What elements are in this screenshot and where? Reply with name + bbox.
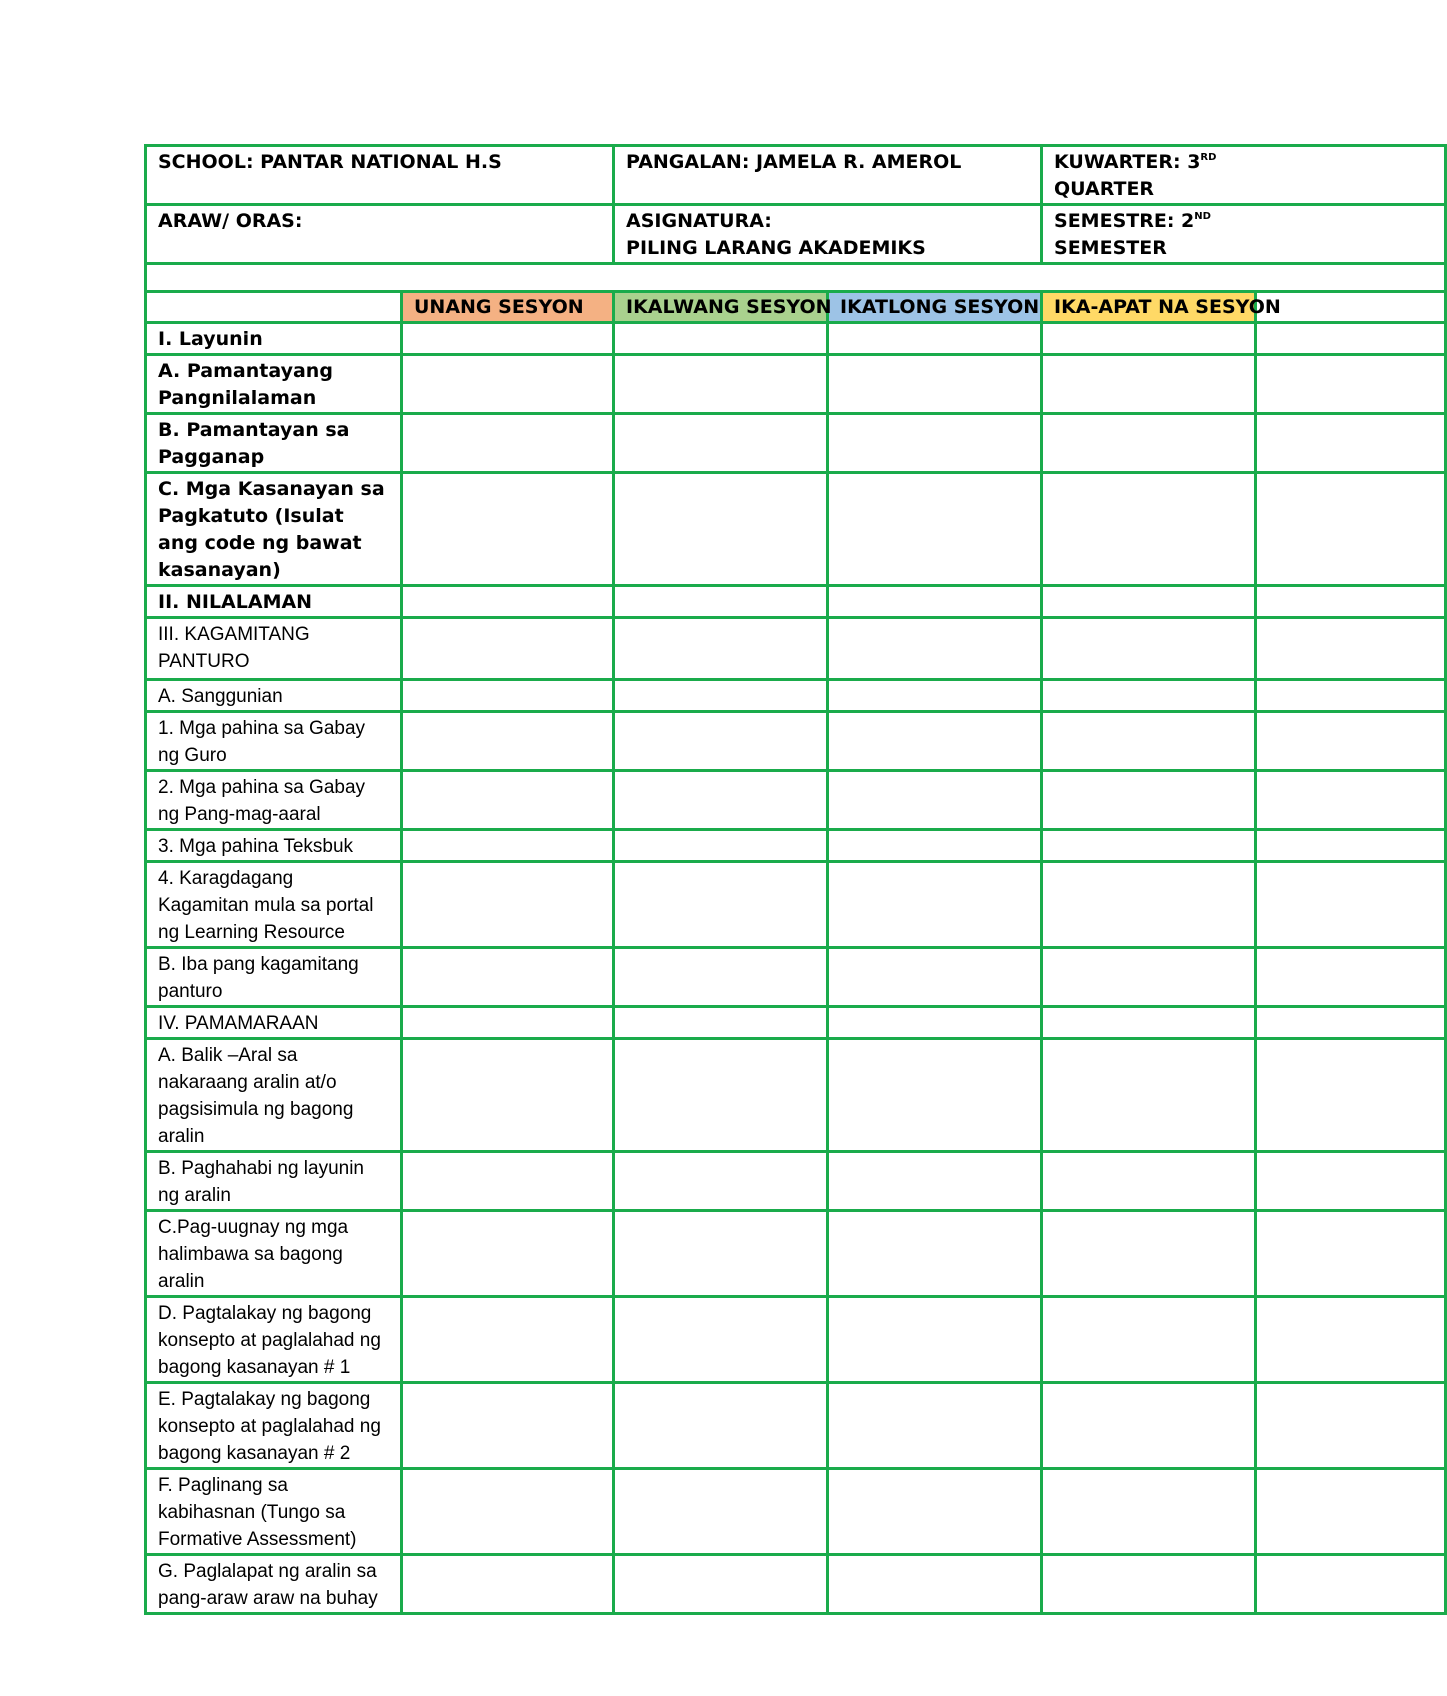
header-row-2 (146, 205, 1446, 264)
session-content-cell (828, 618, 1042, 680)
row-label-teksbuk: 3. Mga pahina Teksbuk (146, 830, 402, 862)
session-content-cell (614, 473, 828, 586)
subject-value: PILING LARANG AKADEMIKS (626, 237, 926, 259)
session-content-cell (1042, 1297, 1256, 1383)
session-header-row (146, 292, 1446, 323)
session-content-cell (614, 323, 828, 355)
session-content-cell (828, 862, 1042, 948)
row-label-pamantayang-pangnilalaman: A. Pamantayang Pangnilalaman (146, 355, 402, 414)
lesson-plan-sheet (144, 144, 1281, 1609)
session-content-cell (614, 948, 828, 1007)
session-content-cell (828, 1469, 1042, 1555)
session-content-cell (402, 1039, 614, 1152)
session-content-cell (828, 414, 1042, 473)
session-content-cell (1256, 948, 1446, 1007)
session-content-cell (614, 414, 828, 473)
session-content-cell (614, 830, 828, 862)
session-content-cell (614, 618, 828, 680)
session-content-cell (402, 323, 614, 355)
row-label-nilalaman: II. NILALAMAN (146, 586, 402, 618)
table-row (146, 414, 1446, 473)
session-content-cell (1256, 586, 1446, 618)
session-content-cell (402, 862, 614, 948)
session-content-cell (828, 1152, 1042, 1211)
row-label-pagtalakay-2: E. Pagtalakay ng bagong konsepto at paglalahad ng bagong kasanayan # 2 (146, 1383, 402, 1469)
table-row (146, 618, 1446, 680)
row-label-pamantayan-sa-pagganap: B. Pamantayan sa Pagganap (146, 414, 402, 473)
day-time-cell: ARAW/ ORAS: (146, 205, 614, 264)
session-content-cell (614, 680, 828, 712)
session-content-cell (614, 1211, 828, 1297)
session-content-cell (1042, 414, 1256, 473)
row-label-gabay-guro: 1. Mga pahina sa Gabay ng Guro (146, 712, 402, 771)
session-content-cell (828, 1555, 1042, 1614)
session-content-cell (1042, 680, 1256, 712)
session-extra-cell (1256, 292, 1446, 323)
table-row (146, 830, 1446, 862)
name-cell: PANGALAN: JAMELA R. AMEROL (614, 146, 1042, 205)
table-row (146, 680, 1446, 712)
row-label-pagtalakay-1: D. Pagtalakay ng bagong konsepto at paglalahad ng bagong kasanayan # 1 (146, 1297, 402, 1383)
row-label-balik-aral: A. Balik –Aral sa nakaraang aralin at/o pagsisimula ng bagong aralin (146, 1039, 402, 1152)
session-content-cell (614, 712, 828, 771)
row-label-layunin: I. Layunin (146, 323, 402, 355)
session-content-cell (1256, 712, 1446, 771)
session-content-cell (614, 771, 828, 830)
session-content-cell (828, 586, 1042, 618)
session-content-cell (1042, 618, 1256, 680)
session-content-cell (1256, 1152, 1446, 1211)
session-content-cell (614, 586, 828, 618)
session-content-cell (614, 1007, 828, 1039)
table-row (146, 862, 1446, 948)
semester-cell (1042, 205, 1446, 264)
session-content-cell (402, 618, 614, 680)
session-content-cell (402, 712, 614, 771)
quarter-word: QUARTER (1054, 178, 1155, 200)
session-content-cell (614, 1297, 828, 1383)
session-content-cell (614, 1555, 828, 1614)
table-row (146, 1469, 1446, 1555)
table-row (146, 1555, 1446, 1614)
session-content-cell (614, 1039, 828, 1152)
table-row (146, 771, 1446, 830)
row-label-paglalapat: G. Paglalapat ng aralin sa pang-araw araw na buhay (146, 1555, 402, 1614)
session-content-cell (1042, 473, 1256, 586)
semester-word: SEMESTER (1054, 237, 1167, 259)
session-corner-cell (146, 292, 402, 323)
row-label-kagamitang-panturo: III. KAGAMITANG PANTURO (146, 618, 402, 680)
session-content-cell (614, 355, 828, 414)
table-row (146, 948, 1446, 1007)
session-content-cell (402, 586, 614, 618)
session-content-cell (1042, 948, 1256, 1007)
session-content-cell (1042, 771, 1256, 830)
table-row (146, 1383, 1446, 1469)
table-row (146, 1007, 1446, 1039)
session-content-cell (402, 830, 614, 862)
session-content-cell (1042, 862, 1256, 948)
session-content-cell (1256, 1297, 1446, 1383)
table-row (146, 1039, 1446, 1152)
subject-label: ASIGNATURA: (626, 210, 772, 232)
session-content-cell (402, 771, 614, 830)
session-content-cell (1256, 414, 1446, 473)
session-content-cell (828, 1297, 1042, 1383)
session-content-cell (402, 1469, 614, 1555)
session-content-cell (828, 1211, 1042, 1297)
session-content-cell (1042, 1211, 1256, 1297)
session-content-cell (1256, 355, 1446, 414)
row-label-pag-uugnay: C.Pag-uugnay ng mga halimbawa sa bagong aralin (146, 1211, 402, 1297)
session-content-cell (828, 323, 1042, 355)
spacer-row (146, 264, 1446, 292)
session-content-cell (614, 1469, 828, 1555)
session-content-cell (828, 473, 1042, 586)
session-content-cell (402, 1383, 614, 1469)
row-label-karagdagang-kagamitan: 4. Karagdagang Kagamitan mula sa portal ng Learning Resource (146, 862, 402, 948)
spacer-cell (146, 264, 1446, 292)
row-label-sanggunian: A. Sanggunian (146, 680, 402, 712)
table-row (146, 473, 1446, 586)
row-label-iba-pang-kagamitan: B. Iba pang kagamitang panturo (146, 948, 402, 1007)
table-row (146, 1297, 1446, 1383)
session-content-cell (402, 1152, 614, 1211)
session-content-cell (1256, 323, 1446, 355)
session-content-cell (1042, 323, 1256, 355)
row-label-paghahabi: B. Paghahabi ng layunin ng aralin (146, 1152, 402, 1211)
session-content-cell (1042, 1555, 1256, 1614)
session-content-cell (1256, 473, 1446, 586)
row-label-gabay-mag-aaral: 2. Mga pahina sa Gabay ng Pang-mag-aaral (146, 771, 402, 830)
quarter-cell (1042, 146, 1446, 205)
session-content-cell (402, 1007, 614, 1039)
table-row (146, 712, 1446, 771)
session-content-cell (828, 1039, 1042, 1152)
table-row (146, 323, 1446, 355)
session-content-cell (1256, 618, 1446, 680)
session-content-cell (402, 473, 614, 586)
session-content-cell (828, 1383, 1042, 1469)
table-row (146, 1211, 1446, 1297)
session-content-cell (828, 1007, 1042, 1039)
session-content-cell (828, 948, 1042, 1007)
session-content-cell (1042, 830, 1256, 862)
session-content-cell (1256, 1211, 1446, 1297)
session-content-cell (1256, 1039, 1446, 1152)
session-content-cell (1256, 680, 1446, 712)
row-label-paglinang: F. Paglinang sa kabihasnan (Tungo sa Formative Assessment) (146, 1469, 402, 1555)
session-content-cell (1042, 712, 1256, 771)
session-content-cell (614, 1152, 828, 1211)
session-content-cell (614, 1383, 828, 1469)
session-content-cell (1042, 1039, 1256, 1152)
session-content-cell (402, 1555, 614, 1614)
session-content-cell (1256, 1383, 1446, 1469)
session-content-cell (1256, 1469, 1446, 1555)
session-content-cell (1256, 830, 1446, 862)
session-content-cell (828, 680, 1042, 712)
table-row (146, 355, 1446, 414)
session-content-cell (828, 830, 1042, 862)
table-row (146, 586, 1446, 618)
session-content-cell (1042, 1007, 1256, 1039)
session-content-cell (828, 355, 1042, 414)
session-content-cell (402, 948, 614, 1007)
session-ika-apat: IKA-APAT NA SESYON (1042, 292, 1256, 323)
session-content-cell (402, 1211, 614, 1297)
session-content-cell (1256, 771, 1446, 830)
session-content-cell (828, 771, 1042, 830)
session-content-cell (1042, 1469, 1256, 1555)
row-label-pamamaraan: IV. PAMAMARAAN (146, 1007, 402, 1039)
session-content-cell (402, 355, 614, 414)
session-unang: UNANG SESYON (402, 292, 614, 323)
session-content-cell (402, 1297, 614, 1383)
header-row-1 (146, 146, 1446, 205)
session-content-cell (1042, 355, 1256, 414)
session-content-cell (1042, 1383, 1256, 1469)
session-ikatlong: IKATLONG SESYON (828, 292, 1042, 323)
session-content-cell (1042, 1152, 1256, 1211)
lesson-plan-table (144, 144, 1447, 1615)
session-content-cell (1042, 586, 1256, 618)
table-row (146, 1152, 1446, 1211)
session-content-cell (614, 862, 828, 948)
session-content-cell (1256, 1555, 1446, 1614)
session-content-cell (1256, 862, 1446, 948)
session-content-cell (1256, 1007, 1446, 1039)
school-cell: SCHOOL: PANTAR NATIONAL H.S (146, 146, 614, 205)
session-content-cell (402, 680, 614, 712)
subject-cell (614, 205, 1042, 264)
semester-label: SEMESTRE: 2ND (1054, 210, 1211, 232)
row-label-kasanayan: C. Mga Kasanayan sa Pagkatuto (Isulat ang code ng bawat kasanayan) (146, 473, 402, 586)
session-ikalwang: IKALWANG SESYON (614, 292, 828, 323)
session-content-cell (828, 712, 1042, 771)
session-content-cell (402, 414, 614, 473)
quarter-label: KUWARTER: 3RD (1054, 151, 1217, 173)
